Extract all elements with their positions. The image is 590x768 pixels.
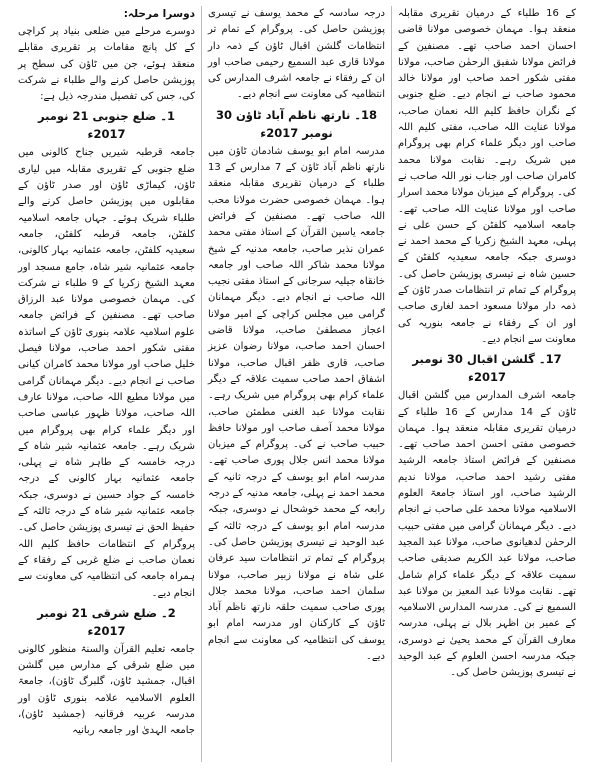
paragraph: کے 16 طلباء کے درمیان تقریری مقابلہ منعقد ہوا۔ مہمان خصوصی مولانا قاضی احسان احمد صاحب تھے۔ مصنفین کے فرائض مولانا شفیق الرحمٰن صاحب، مولانا مفتی شکور احمد صاحب اور مولانا خالد محمود صاحب نے انجام دیے۔ ضلع جنوبی کے نگران حافظ کلیم اللہ نعمان صاحب، مولانا عنایت اللہ صاحب، مفتی کلیم اللہ صاحب اور دیگر علماء کرام بھی پروگرام میں شریک رہے۔ نقابت مولانا محمد کامران صاحب اور جناب نور اللہ صاحب نے کی۔ پروگرام کے میزبان مولانا محمد اسرار صاحب اور مولانا عنایت اللہ صاحب تھے۔ جامعہ اسلامیہ کلفٹن کے حسن علی نے پہلی، معہد الشیخ زکریا کے محمد احمد نے دوسری جبکہ جامعہ سعیدیہ کلفٹن کے حسین شاہ نے تیسری پوزیشن حاصل کی۔ پروگرام کے تمام تر انتظامات صدر ٹاؤن کے ذمہ دار مولانا مسعود احمد لغاری صاحب اور ان کے رفقاء نے جامعہ بنوریہ کی معاونت سے انجام دیے۔ — [398, 8, 576, 345]
section-heading: 1۔ ضلع جنوبی 21 نومبر 2017ء — [37, 109, 176, 142]
paragraph: دوسرے مرحلے میں ضلعی بنیاد پر کراچی کے کل پانچ مقامات پر تقریری مقابلے منعقد ہوئے، جن میں ٹاؤن کی سطح پر پوزیشن حاصل کرنے والے طلباء نے شرکت کی، جس کی تفصیل مندرجہ ذیل ہے: — [18, 26, 195, 103]
paragraph: درجہ سادسہ کے محمد یوسف نے تیسری پوزیشن حاصل کی۔ پروگرام کے تمام تر انتظامات گلشن اقبال ٹاؤن کے ذمہ دار مولانا قاری عبد السمیع رحیمی صاحب اور ان کے رفقاء نے جامعہ اشرف المدارس کی انتظامیہ کی معاونت سے انجام دیے۔ — [208, 8, 385, 101]
section-heading: 17۔ گلشن اقبال 30 نومبر 2017ء — [412, 352, 562, 385]
paragraph: جامعہ قرطبہ شیریں جناح کالونی میں ضلع جنوبی کے تقریری مقابلہ میں لیاری ٹاؤن، کیماڑی ٹاؤن اور صدر ٹاؤن کے مقابلوں میں پوزیشن حاصل کرنے والے طلباء شریک ہوئے۔ جہاں جامعہ اسلامیہ کلفٹن، جامعہ قرطبہ کلفٹن، جامعہ سعیدیہ کلفٹن، جامعہ عثمانیہ بہار کالونی، جامعہ عثمانیہ شیر شاہ، جامع مسجد اور معہد الشیخ زکریا کے 9 طلباء نے شرکت کی۔ مہمان خصوصی مولانا عبد الرزاق صاحب تھے۔ مصنفین کے فرائض جامعہ علوم اسلامیہ علامہ بنوری ٹاؤن کے اساتذہ مفتی شکور احمد صاحب، مولانا فیصل خلیل صاحب اور مولانا محمد کامران کیانی صاحب نے انجام دیے۔ دیگر مہمانان گرامی میں مولانا مطیع اللہ صاحب، مولانا عارف اللہ صاحب، مولانا ظہور عباسی صاحب اور دیگر علماء کرام بھی پروگرام میں شریک رہے۔ جامعہ عثمانیہ شیر شاہ کے درجہ خامسہ کے طاہر شاہ نے پہلی، جامعہ عثمانیہ بہار کالونی کے درجہ خامسہ کے جواد حسین نے دوسری، جبکہ جامعہ عثمانیہ شیر شاہ کے درجہ ثالثہ کے حفیظ الحق نے تیسری پوزیشن حاصل کی۔ پروگرام کے انتظامات حافظ کلیم اللہ نعمان صاحب نے ضلع غربی کے رفقاء کے ہمراہ جامعہ کی انتظامیہ کی معاونت سے انجام دیے۔ — [18, 147, 195, 599]
paragraph: مدرسہ امام ابو یوسف شادمان ٹاؤن میں نارتھ ناظم آباد ٹاؤن کے 7 مدارس کے 13 طلباء کے درمیان تقریری مقابلہ منعقد ہوا۔ مہمان خصوصی حضرت مولانا محب اللہ صاحب تھے۔ مصنفین کے فرائض جامعہ یاسین القرآن کے استاذ مفتی محمد عمران نذیر صاحب، جامعہ مدنیہ کے شیخ مولانا محمد شاکر اللہ صاحب اور جامعہ خانقاہ جیلیہ سرجانی کے استاذ مفتی نجیب اللہ صاحب نے انجام دیے۔ دیگر مہمانان گرامی میں مجلس کراچی کے امیر مولانا اعجاز مصطفیٰ صاحب، مولانا قاضی احسان احمد صاحب، مولانا رضوان عزیز صاحب، قاری ظفر اقبال صاحب، مولانا اشفاق احمد صاحب سمیت علاقہ کے دیگر علماء کرام بھی پروگرام میں شریک رہے۔ نقابت مولانا عبد الغنی مطمئن صاحب، مولانا محمد آصف صاحب اور مولانا حافظ حبیب صاحب نے کی۔ پروگرام کے میزبان مولانا محمد انس جلال پوری صاحب تھے۔ مدرسہ امام ابو یوسف کے درجہ ثانیہ کے محمد احمد نے پہلی، جامعہ مدنیہ کے درجہ رابعہ کے محمد خوشحال نے دوسری، جبکہ مدرسہ امام ابو یوسف کے درجہ ثالثہ کے عبد الوحید نے تیسری پوزیشن حاصل کی۔ پروگرام کے تمام تر انتظامات سید عرفان علی شاہ نے مولانا زبیر صاحب، مولانا سلمان احمد صاحب، مولانا محمد جلال پوری صاحب سمیت حلقہ نارتھ ناظم آباد ٹاؤن کے کارکنان اور مدرسہ امام ابو یوسف کی انتظامیہ کی معاونت سے انجام دیے۔ — [208, 145, 385, 662]
column-left — [12, 6, 202, 762]
section-heading: 18۔ نارتھ ناظم آباد ٹاؤن 30 نومبر 2017ء — [215, 107, 378, 140]
column-right — [392, 6, 582, 762]
column-middle — [202, 6, 392, 762]
paragraph: جامعہ اشرف المدارس میں گلشن اقبال ٹاؤن کے 14 مدارس کے 16 طلباء کے درمیان تقریری مقابلہ منعقد ہوا۔ مہمان خصوصی مفتی احسن احمد صاحب تھے۔ مصنفین کے فرائض استاذ جامعہ الرشید مفتی رشید احمد صاحب، مولانا ندیم الرشید صاحب، اور استاذ جامعۃ العلوم الاسلامیہ مولانا محمد علی صاحب نے انجام دیے۔ دیگر مہمانان گرامی میں مفتی حبیب الرحمٰن لدھیانوی صاحب، مولانا عبد المجید صاحب، مولانا عبد الکریم صدیقی صاحب سمیت علاقہ کے دیگر علماء کرام شامل تھے۔ نقابت مولانا عبد المعیز بن مولانا عبد السمیع نے کی۔ مدرسہ المدارس الاسلامیہ کے عمیر بن اظہر بلال نے پہلی، مدرسہ معارف القرآن کے محمد یحییٰ نے دوسری، جبکہ مدرسہ احسن العلوم کے عبد الوحید نے تیسری پوزیشن حاصل کی۔ — [398, 390, 577, 679]
paragraph: جامعہ تعلیم القرآن والسنۃ منظور کالونی میں ضلع شرقی کے مدارس میں گلشن اقبال، جمشید ٹاؤن، گلبرگ ٹاؤن)، جامعۃ العلوم الاسلامیہ علامہ بنوری ٹاؤن اور مدرسہ عربیہ فرقانیہ (جمشید ٹاؤن)، جامعہ الہدیٰ اور جامعہ ربانیہ — [18, 643, 195, 737]
section-heading: 2۔ ضلع شرقی 21 نومبر 2017ء — [37, 605, 176, 638]
section-subheading: دوسرا مرحلہ: — [123, 8, 195, 20]
